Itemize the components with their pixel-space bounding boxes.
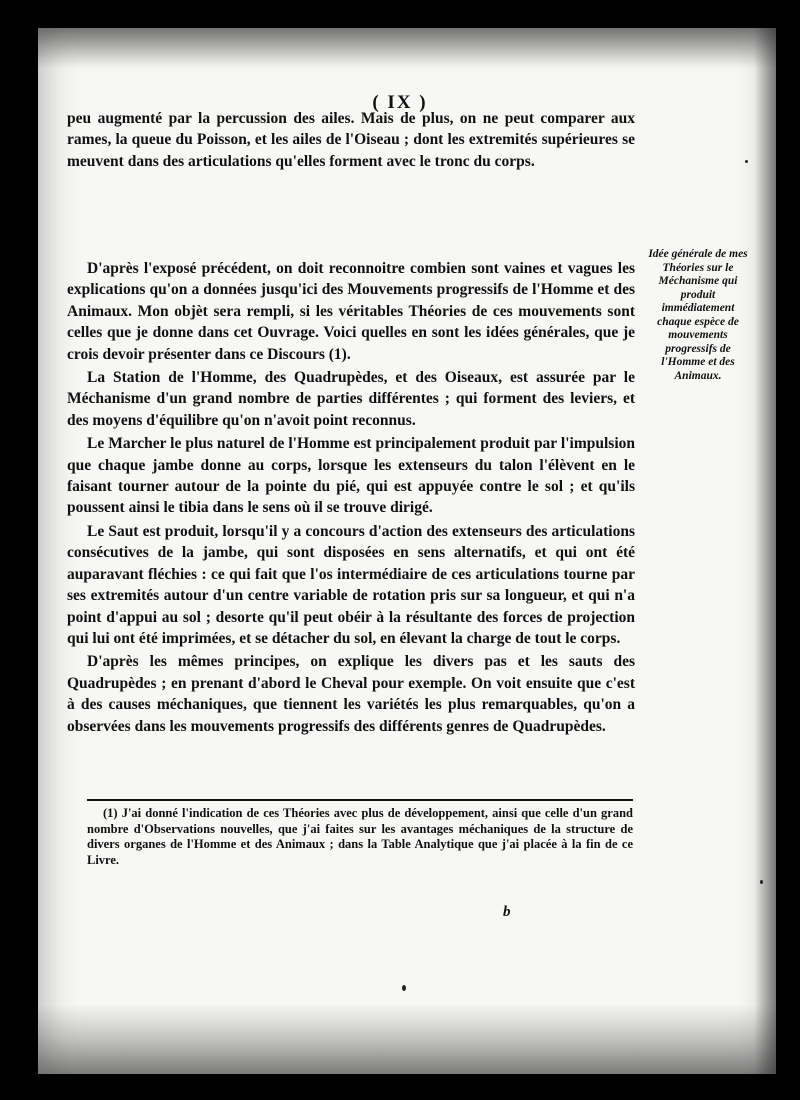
signature-mark: b: [503, 904, 511, 920]
paragraph: peu augmenté par la percussion des ailes. Mais de plus, on ne peut comparer aux rames, la queue du Poisson, et les ailes de l'Oiseau ; dont les extremités supérieures se meuvent dans des articulations qu'elles forment avec le tronc du corps.: [67, 110, 635, 170]
footnote: [87, 806, 633, 868]
text-block-top: [67, 108, 635, 172]
page-shadow-top: [38, 28, 776, 68]
text-block-main: [67, 258, 635, 737]
paragraph: Le Marcher le plus naturel de l'Homme est principalement produit par l'impulsion que chaque jambe donne au corps, lorsque les extenseurs du talon l'élèvent en le faisant tourner autour de la pointe du pié, qui est appuyée contre le sol ; et qu'ils poussent ainsi le tibia dans le sens où il se trouve dirigé.: [67, 435, 635, 517]
page-shadow-right: [754, 28, 776, 1074]
ink-speck: [402, 985, 406, 991]
paragraph: La Station de l'Homme, des Quadrupèdes, et des Oiseaux, est assurée par le Méchanisme d'un grand nombre de parties différentes ; qui forment des leviers, et des moyens d'équilibre qu'on n'avoit point reconnus.: [67, 369, 635, 429]
ink-speck: [760, 880, 763, 884]
ink-speck: [745, 160, 748, 163]
footnote-text: (1) J'ai donné l'indication de ces Théories avec plus de développement, ainsi que celle d'un grand nombre d'Observations nouvelles, que j'ai faites sur les avantages méchaniques de la structure de divers organes de l'Homme et des Animaux ; dans la Table Analytique que j'ai placée à la fin de ce Livre.: [87, 806, 633, 867]
paragraph: Le Saut est produit, lorsqu'il y a concours d'action des extenseurs des articulations consécutives de la jambe, qui sont disposées en sens alternatifs, et qui ont été auparavant fléchies : ce qui fait que l'os intermédiaire de ces articulations tourne par ses extremités autour d'un centre variable de rotation pris sur sa longueur, et qui n'a point d'appui au sol ; desorte qu'il peut obéir à la résultante des forces de projection qui lui ont été imprimées, et se détacher du sol, en élevant la charge de tout le corps.: [67, 522, 635, 647]
page-number: ( IX ): [372, 92, 428, 113]
footnote-rule: [87, 799, 633, 801]
marginal-note: Idée générale de mes Théories sur le Méchanisme qui produit immédiatement chaque espèce de mouvements progressifs de l'Homme et des Animaux.: [648, 248, 748, 382]
page-shadow-bottom: [38, 1004, 776, 1074]
paragraph: D'après l'exposé précédent, on doit reconnoitre combien sont vaines et vagues les explications qu'on a données jusqu'ici des Mouvements progressifs de l'Homme et des Animaux. Mon objèt sera rempli, si les véritables Théories de ces mouvements sont celles que je donne dans cet Ouvrage. Voici quelles en sont les idées générales, que je crois devoir présenter dans ce Discours (1).: [67, 260, 635, 363]
paragraph: D'après les mêmes principes, on explique les divers pas et les sauts des Quadrupèdes ; en prenant d'abord le Cheval pour exemple. On voit ensuite que c'est à des causes méchaniques, que tiennent les variétés les plus remarquables, qu'on a observées dans les mouvements progressifs des différents genres de Quadrupèdes.: [67, 653, 635, 735]
